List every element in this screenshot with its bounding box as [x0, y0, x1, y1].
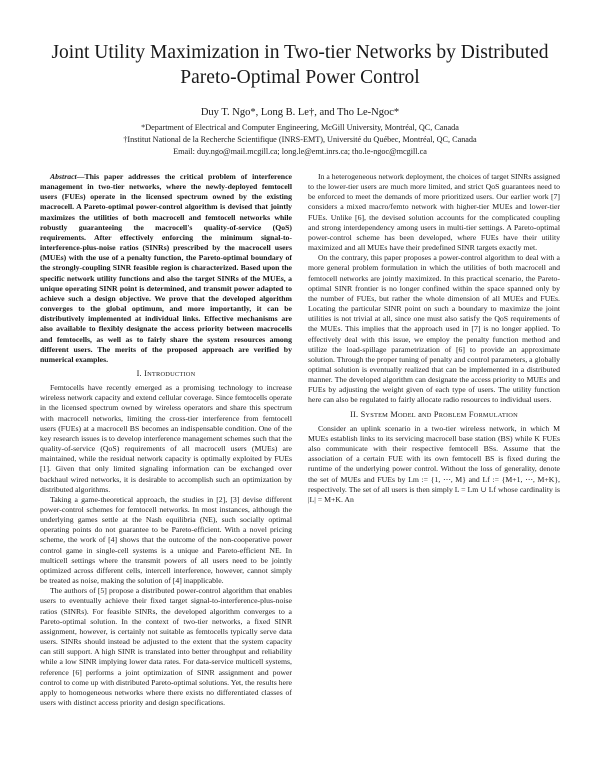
- section-heading-system-model: [308, 410, 560, 421]
- section-title: INTRODUCTION: [144, 368, 196, 378]
- paragraph: The authors of [5] propose a distributed power-control algorithm that enables users to eventually achieve their fixed target signal-to-interference-plus-noise ratios (SINRs). For feasible SINRs, the developed algorithm converges to a Pareto-optimal solution. In the context of two-tier networks, a fixed SINR assignment, however, is certainly not suitable as femtocells typically serve data users. SINRs should instead be adjusted to the extent that the system capacity can still support. A high SINR is translated into better throughput and reliability while a low SINR implying lower data rates. For data-service multicell systems, reference [6] performs a joint optimization of SINR assignment and power control to come up with distributed Pareto-optimal solutions. Yet, the results here apply to homogeneous networks where there exists no differentiated classes of users with distinct access priority and design specifications.: [40, 586, 292, 707]
- paragraph: In a heterogeneous network deployment, the choices of target SINRs assigned to the lower-tier users are much more limited, and strict QoS guarantees need to be enforced to meet the demands of more prioritized users. Our earlier work [7] considers a mixed macro/femto network with higher-tier MUEs and lower-tier FUEs. Unlike [6], the devised solution accounts for the complicated coupling and strong interdependency among users in multi-tier settings. A Pareto-optimal power-control scheme has been developed, where FUEs have their utility maximized and all MUEs have their predefined SINR targets exactly met.: [308, 172, 560, 253]
- left-column: [40, 172, 292, 708]
- section-title: SYSTEM MODEL aND PROBLEM FORMULATION: [360, 409, 518, 419]
- abstract-dash: —: [76, 172, 85, 181]
- paper-title: Joint Utility Maximization in Two-tier Networks by Distributed Pareto-Optimal Power Control: [51, 42, 549, 88]
- affiliations: [30, 122, 570, 157]
- paragraph: Consider an uplink scenario in a two-tier wireless network, in which M MUEs establish links to its servicing macrocell base station (BS) while K FUEs also communicate with their respective femtocell BSs. Assume that the association of a certain FUE with its own femtocell BS is fixed during the runtime of the underlying power control. Without the loss of generality, denote the set of MUEs and FUEs by Lm := {1, ⋯, M} and Lf := {M+1, ⋯, M+K}, respectively. The set of all users is then simply L = Lm ∪ Lf whose cardinality is |L| = M+K. An: [308, 423, 560, 504]
- paragraph: Femtocells have recently emerged as a promising technology to increase wireless network capacity and extend cellular coverage. Since femtocells operate in the licensed spectrum owned by wireless operators and share this spectrum with macrocell networks, limiting the cross-tier interference from femtocell users (FUEs) at a macrocell BS becomes an indispensable condition. One of the key research issues is to develop interference management schemes such that the quality-of-service (QoS) requirements of all macrocell users (MUEs) are maintained, while the residual network capacity is optimally exploited by FUEs [1]. Given that only limited signaling information can be exchanged over backhaul wired networks, it is desirable to accomplish such an optimization by distributed algorithms.: [40, 383, 292, 494]
- author-list: Duy T. Ngo*, Long B. Le†, and Tho Le-Ngoc*: [200, 107, 400, 118]
- affiliation-inrs: †Institut National de la Recherche Scientifique (INRS-EMT), Université du Québec, Montréal, QC, Canada: [123, 134, 477, 144]
- abstract: [40, 172, 292, 365]
- abstract-label: Abstract: [50, 172, 77, 181]
- paragraph: On the contrary, this paper proposes a power-control algorithm to deal with a more general problem formulation in which the utilities of both macrocell and femtocell networks are jointly maximized. In this practical scenario, the Pareto-optimal SINR frontier is no longer confined within the space spanned only by the number of FUEs, but rather the whole dimension of all MUEs and FUEs. Locating the particular SINR point on such a boundary to maximize the joint utilities is not trivial at all, since one must also satisfy the QoS requirements of the MUEs. This implies that the approach used in [7] is no longer applied. To effectively deal with this issue, we employ the penalty function method and utilize the load-spillage parametrization of [6] to provide an approximate solution. Through the proper tuning of penalty and control parameters, a globally optimal solution is eventually realized that can be implemented in a distributed manner. The developed algorithm can designate the access priority to MUEs and FUEs by adjusting the weight given of each type of users. The utility function here can also be regulated to fairly allocate radio resources to individual users.: [308, 253, 560, 405]
- section-number: I.: [136, 368, 142, 378]
- section-number: II.: [350, 409, 359, 419]
- right-column: [308, 172, 560, 505]
- abstract-text: This paper addresses the critical problem of interference management in two-tier networks, where the newly-deployed femtocell users (FUEs) operate in the licensed spectrum owned by the existing macrocell. A Pareto-optimal power-control algorithm is devised that jointly maximizes the utilities of both macrocell and femtocell networks while robustly guaranteeing the macrocell's quality-of-service (QoS) requirements. After effectively enforcing the minimum signal-to-interference-plus-noise ratios (SINRs) prescribed by the macrocell users (MUEs) with the use of a penalty function, the Pareto-optimal boundary of the strongly-coupling SINR feasible region is characterized. Based upon the specific network utility functions and also the target SINRs of the MUEs, a unique operating SINR point is determined, and transmit power adapted to achieve such a design objective. We prove that the developed algorithm converges to the global optimum, and more importantly, it can be distributively implemented at individual links. Effective mechanisms are also available to flexibly designate the access priority between macrocells and femtocells, as well as to fairly share the system resources among different users. The merits of the proposed approach are verified by numerical examples.: [40, 172, 292, 364]
- author-emails: Email: duy.ngo@mail.mcgill.ca; long.le@emt.inrs.ca; tho.le-ngoc@mcgill.ca: [173, 146, 427, 156]
- affiliation-mcgill: *Department of Electrical and Computer Engineering, McGill University, Montréal, QC, Canada: [141, 123, 459, 132]
- section-heading-introduction: [40, 369, 292, 380]
- paragraph: Taking a game-theoretical approach, the studies in [2], [3] devise different power-control schemes for femtocell networks. In most instances, although the underlying games settle at the Nash equilibria (NE), such socially optimal operating points do not guarantee to be Pareto-efficient. With a novel pricing scheme, the work of [4] shows that the outcome of the non-cooperative power control game in single-cell systems is a unique and Pareto-efficient NE. In multicell settings where the transmit powers of all users need to be jointly optimized across different cells, intercell interference, however, cannot simply be treated as noise, making the solution of [4] inapplicable.: [40, 494, 292, 586]
